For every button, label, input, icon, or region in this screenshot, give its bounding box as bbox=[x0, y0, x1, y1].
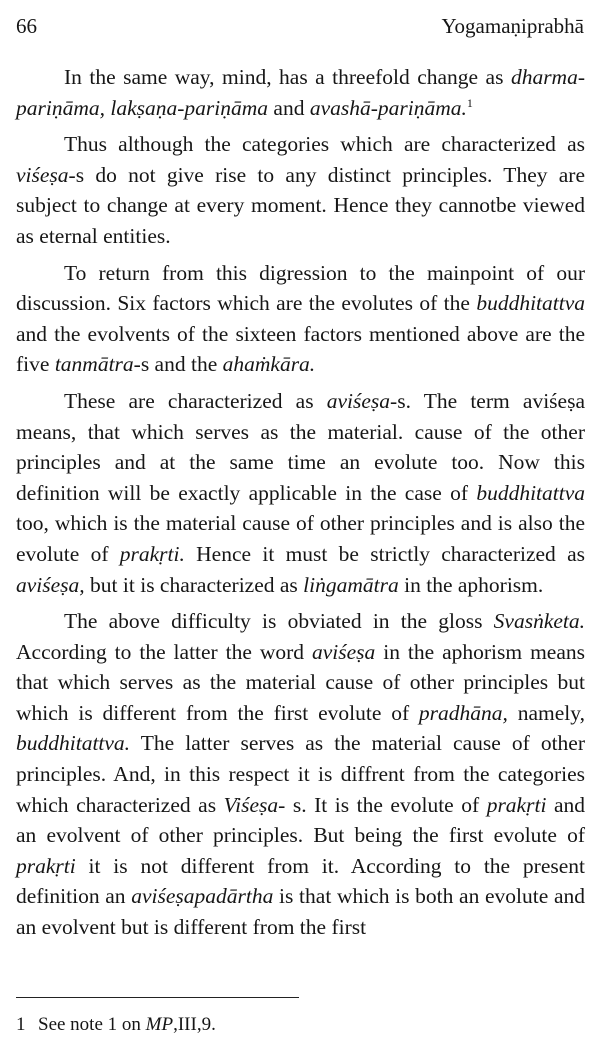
italic-term: aviśeṣa, bbox=[16, 572, 85, 597]
italic-term: prakṛti bbox=[16, 853, 76, 878]
body-text bbox=[16, 62, 585, 949]
text-run: in the aphorism means that which serves as the material cause of other principles but which is different from the first evolute of bbox=[16, 639, 585, 725]
footnote-number: 1 bbox=[16, 1014, 26, 1035]
italic-term: liṅgamātra bbox=[303, 572, 399, 597]
paragraph bbox=[16, 129, 585, 251]
footnote-text bbox=[38, 1014, 216, 1035]
text-run: and the evolvents of the sixteen factors mentioned above are the five bbox=[16, 321, 585, 377]
italic-term: MP bbox=[145, 1014, 174, 1035]
italic-term: buddhitattva bbox=[476, 291, 585, 316]
text-run: - s. It is the evolute of bbox=[278, 792, 487, 817]
italic-term: prakṛti. bbox=[119, 541, 185, 566]
text-run: but it is characterized as bbox=[84, 572, 304, 597]
footnote-reference: 1 bbox=[466, 95, 473, 110]
text-run: -s and the bbox=[133, 352, 223, 377]
italic-term: aviśeṣa bbox=[312, 639, 376, 664]
text-run: in the aphorism. bbox=[398, 572, 544, 597]
italic-term: buddhitattva bbox=[476, 480, 585, 505]
text-run: To return from this digression to the mainpoint of our discussion. Six factors which are the evolutes of the bbox=[16, 260, 585, 316]
text-run: and an evolvent of other principles. But being the first evolute of bbox=[16, 792, 585, 848]
italic-term: pradhāna, bbox=[418, 700, 508, 725]
footnote bbox=[16, 1012, 216, 1038]
running-header bbox=[16, 12, 584, 40]
italic-term: ahaṁkāra. bbox=[222, 352, 316, 377]
text-run: it is not different from it. According to the present definition an bbox=[16, 853, 585, 909]
italic-term: dharma- pariṇāma, lakṣaṇa-pariṇāma bbox=[16, 65, 585, 120]
text-run: namely, bbox=[507, 700, 585, 725]
text-run: Hence it must be strictly characterized as bbox=[184, 541, 585, 566]
footnote-divider bbox=[16, 997, 299, 998]
text-run: These are characterized as bbox=[64, 388, 327, 413]
italic-term: tanmātra bbox=[54, 352, 134, 377]
page-number: 66 bbox=[16, 14, 37, 38]
text-run: and bbox=[268, 95, 310, 120]
italic-term: avashā-pariṇāma. bbox=[309, 95, 467, 120]
italic-term: prakṛti bbox=[486, 792, 547, 817]
running-title: Yogamaṇiprabhā bbox=[441, 14, 584, 38]
text-run: ,III,9. bbox=[173, 1014, 216, 1035]
text-run: See note 1 on bbox=[38, 1014, 146, 1035]
italic-term: buddhitattva. bbox=[16, 731, 131, 756]
text-run: According to the latter the word bbox=[16, 639, 312, 664]
text-run: is that which is both an evolute and an evolvent but is different from the first bbox=[16, 884, 586, 940]
paragraph bbox=[16, 258, 585, 380]
text-run: too, which is the material cause of other principles and is also the evolute of bbox=[16, 511, 585, 566]
italic-term: viśeṣa bbox=[16, 162, 69, 187]
paragraph bbox=[16, 386, 585, 600]
paragraph bbox=[16, 62, 585, 123]
text-run: In the same way, mind, has a threefold change as bbox=[64, 65, 511, 89]
paragraph bbox=[16, 606, 585, 943]
italic-term: Svasṅketa. bbox=[493, 609, 585, 634]
text-run: Thus although the categories which are characterized as bbox=[64, 132, 585, 157]
italic-term: aviśeṣa bbox=[326, 388, 391, 413]
text-run: The above difficulty is obviated in the gloss bbox=[64, 609, 494, 634]
text-run: -s do not give rise to any distinct principles. They are subject to change at every moment. Hence they cannotbe viewed as eternal entities. bbox=[16, 162, 585, 248]
italic-term: aviśeṣapadārtha bbox=[131, 884, 274, 909]
text-run: -s. The term aviśeṣa means, that which serves as the material. cause of the other principles and at the same time an evolute too. Now this definition will be exactly applicable in the case of bbox=[16, 388, 585, 505]
italic-term: Viśeṣa bbox=[223, 792, 279, 817]
text-run: The latter serves as the material cause of other principles. And, in this respect it is diffrent from the categories which characterized as bbox=[16, 731, 585, 817]
